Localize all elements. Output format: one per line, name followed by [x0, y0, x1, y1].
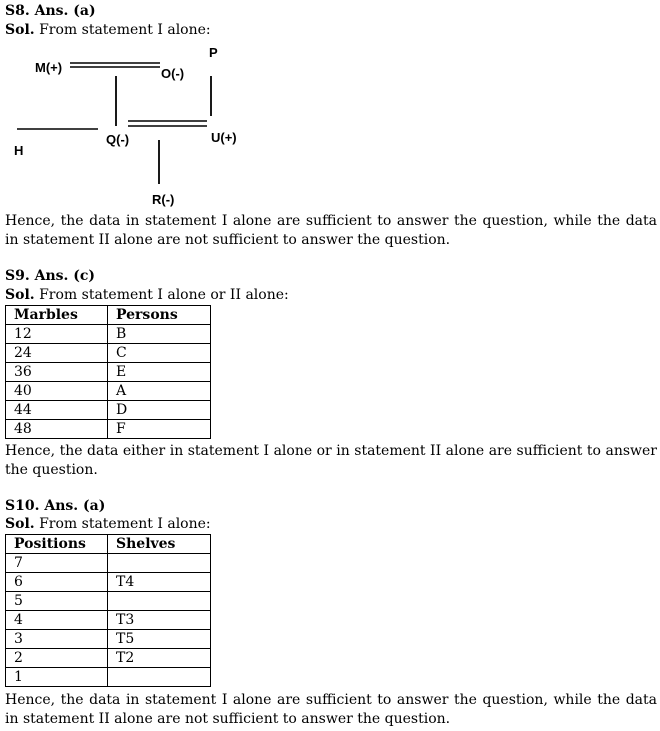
header-marbles: Marbles [6, 306, 108, 325]
s9-answer-heading: S9. Ans. (c) [5, 268, 96, 284]
table-header-row [6, 306, 211, 325]
s8-sol-label: Sol. [5, 22, 35, 38]
cell-person: B [108, 325, 211, 344]
header-positions: Positions [6, 535, 108, 554]
cell-marbles: 12 [6, 325, 108, 344]
cell-shelf: T4 [108, 573, 211, 592]
table-header-row [6, 535, 211, 554]
s8-solution-intro [5, 22, 211, 38]
cell-shelf [108, 592, 211, 611]
cell-marbles: 48 [6, 420, 108, 439]
cell-marbles: 40 [6, 382, 108, 401]
s8-sol-text: From statement I alone: [34, 22, 211, 38]
label-p: P [209, 45, 218, 60]
s10-solution-intro [5, 516, 211, 532]
cell-shelf: T5 [108, 630, 211, 649]
s8-seating-diagram [0, 42, 660, 217]
cell-person: C [108, 344, 211, 363]
table-row [6, 573, 211, 592]
s10-conclusion: Hence, the data in statement I alone are sufficient to answer the question, while the data in statement II alone are not sufficient to answer the question. [5, 692, 657, 727]
table-row [6, 668, 211, 687]
cell-person: E [108, 363, 211, 382]
s10-sol-label: Sol. [5, 516, 35, 532]
cell-position: 1 [6, 668, 108, 687]
label-u: U(+) [211, 130, 237, 145]
cell-position: 3 [6, 630, 108, 649]
table-row [6, 554, 211, 573]
table-row [6, 382, 211, 401]
s8-answer-heading: S8. Ans. (a) [5, 3, 96, 19]
s10-answer-heading: S10. Ans. (a) [5, 498, 106, 514]
table-row [6, 325, 211, 344]
table-row [6, 344, 211, 363]
s9-conclusion: Hence, the data either in statement I alone or in statement II alone are sufficient to answer the question. [5, 443, 657, 478]
table-row [6, 649, 211, 668]
cell-position: 7 [6, 554, 108, 573]
label-h: H [14, 143, 24, 158]
table-row [6, 611, 211, 630]
cell-person: D [108, 401, 211, 420]
label-r: R(-) [152, 192, 175, 207]
s9-solution-intro [5, 287, 289, 303]
cell-position: 6 [6, 573, 108, 592]
cell-position: 2 [6, 649, 108, 668]
s8-conclusion: Hence, the data in statement I alone are sufficient to answer the question, while the data in statement II alone are not sufficient to answer the question. [5, 213, 657, 248]
header-persons: Persons [108, 306, 211, 325]
s10-sol-text: From statement I alone: [34, 516, 211, 532]
header-shelves: Shelves [108, 535, 211, 554]
label-q: Q(-) [106, 132, 130, 147]
cell-marbles: 44 [6, 401, 108, 420]
cell-marbles: 36 [6, 363, 108, 382]
table-row [6, 630, 211, 649]
cell-shelf [108, 554, 211, 573]
s10-shelves-table [5, 534, 211, 687]
cell-marbles: 24 [6, 344, 108, 363]
table-row [6, 401, 211, 420]
s9-marbles-table [5, 305, 211, 439]
cell-person: A [108, 382, 211, 401]
s9-sol-text: From statement I alone or II alone: [34, 287, 289, 303]
cell-position: 4 [6, 611, 108, 630]
cell-shelf: T3 [108, 611, 211, 630]
cell-person: F [108, 420, 211, 439]
cell-shelf [108, 668, 211, 687]
cell-shelf: T2 [108, 649, 211, 668]
label-o: O(-) [161, 66, 185, 81]
table-row [6, 592, 211, 611]
s9-sol-label: Sol. [5, 287, 35, 303]
table-row [6, 363, 211, 382]
cell-position: 5 [6, 592, 108, 611]
label-m: M(+) [35, 60, 63, 75]
table-row [6, 420, 211, 439]
